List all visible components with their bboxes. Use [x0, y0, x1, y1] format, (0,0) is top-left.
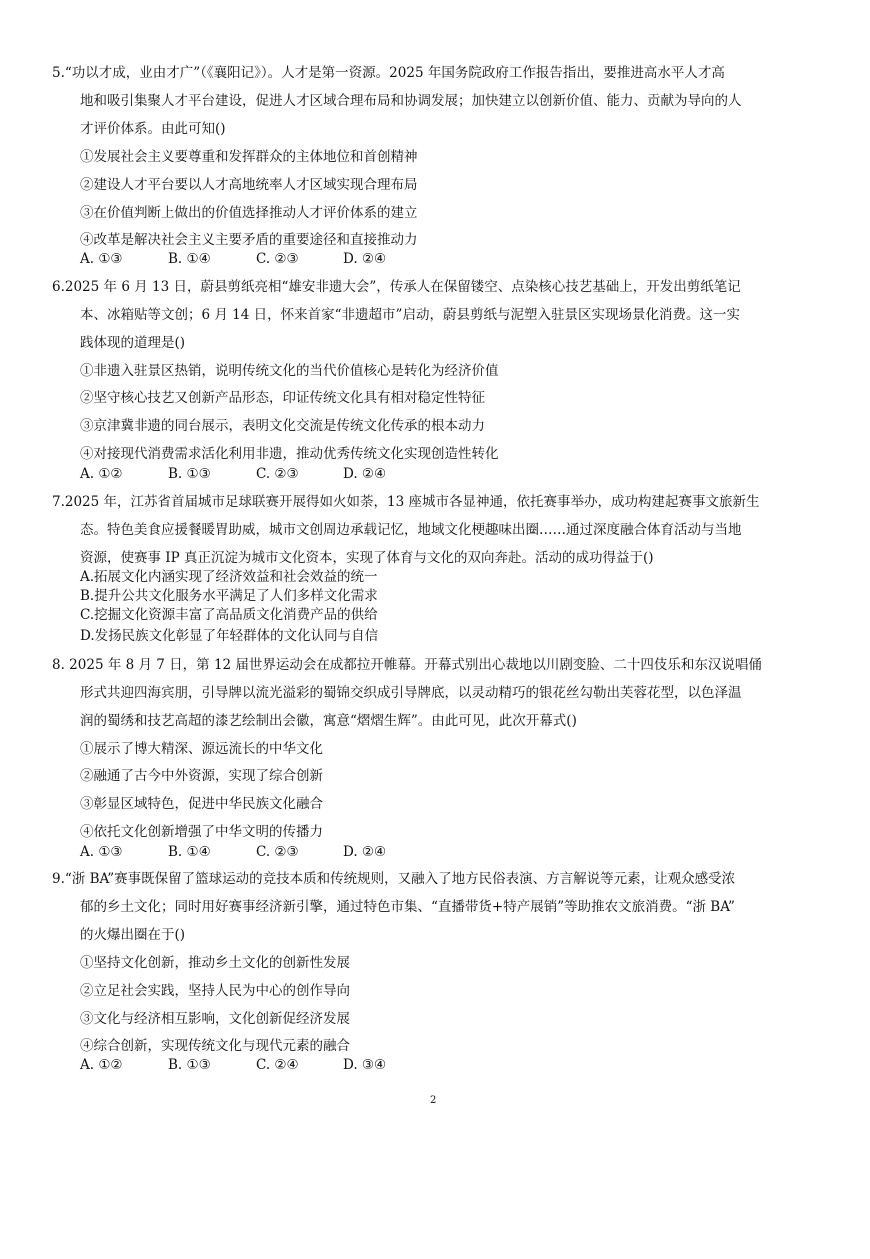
question-text-line: 践体现的道理是() — [80, 335, 186, 351]
statement: ③文化与经济相互影响，文化创新促经济发展 — [80, 1011, 350, 1027]
option: B. ①④ — [168, 844, 211, 860]
question-text-line: 本、冰箱贴等文创；6 月 14 日，怀来首家“非遗超市”启动，蔚县剪纸与泥塑入驻景区实现场景化消费。这一实 — [80, 307, 740, 323]
option: B. ①③ — [168, 1057, 211, 1073]
statement: ①非遗入驻景区热销，说明传统文化的当代价值核心是转化为经济价值 — [80, 363, 499, 379]
statement: ②融通了古今中外资源，实现了综合创新 — [80, 768, 323, 784]
statement: ④对接现代消费需求活化利用非遗，推动优秀传统文化实现创造性转化 — [80, 446, 499, 462]
statement: ②立足社会实践，坚持人民为中心的创作导向 — [80, 983, 350, 999]
question-text-line: 8. 2025 年 8 月 7 日，第 12 届世界运动会在成都拉开帷幕。开幕式别出心裁地以川剧变脸、二十四伎乐和东汉说唱俑 — [52, 657, 762, 673]
option: C. ②④ — [256, 1057, 299, 1073]
option: B. ①④ — [168, 251, 211, 267]
statement: ②坚守核心技艺又创新产品形态，印证传统文化具有相对稳定性特征 — [80, 390, 485, 406]
option: D. ②④ — [343, 844, 387, 860]
question-text-line: 5.“功以才成，业由才广”（《襄阳记》）。人才是第一资源。2025 年国务院政府工作报告指出，要推进高水平人才高 — [52, 65, 725, 81]
question-text-line: 9.“浙 BA”赛事既保留了篮球运动的竞技本质和传统规则，又融入了地方民俗表演、方言解说等元素，让观众感受浓 — [52, 871, 736, 887]
question-text-line: 郁的乡土文化；同时用好赛事经济新引擎，通过特色市集、“直播带货+特产展销”等助推农文旅消费。“浙 BA” — [80, 899, 735, 915]
option: D. ②④ — [343, 251, 387, 267]
question-text-line: 形式共迎四海宾朋，引导牌以流光溢彩的蜀锦交织成引导牌底，以灵动精巧的银花丝勾勒出芙蓉花型，以色泽温 — [80, 685, 742, 701]
choice: C.挖掘文化资源丰富了高品质文化消费产品的供给 — [80, 607, 378, 623]
statement: ③在价值判断上做出的价值选择推动人才评价体系的建立 — [80, 205, 418, 221]
option: D. ②④ — [343, 466, 387, 482]
question-text-line: 7.2025 年，江苏省首届城市足球联赛开展得如火如荼，13 座城市各显神通，依托赛事举办，成功构建起赛事文旅新生 — [52, 494, 760, 510]
option: A. ①③ — [80, 844, 123, 860]
option: C. ②③ — [256, 251, 299, 267]
statement: ④改革是解决社会主义主要矛盾的重要途径和直接推动力 — [80, 232, 418, 248]
question-text-line: 润的蜀绣和技艺高超的漆艺绘制出会徽，寓意“熠熠生辉”。由此可见，此次开幕式() — [80, 713, 577, 729]
option: A. ①③ — [80, 251, 123, 267]
page-number: 2 — [430, 1095, 437, 1106]
statement: ④依托文化创新增强了中华文明的传播力 — [80, 824, 323, 840]
choice: D.发扬民族文化彰显了年轻群体的文化认同与自信 — [80, 628, 379, 644]
option: C. ②③ — [256, 466, 299, 482]
choice: B.提升公共文化服务水平满足了人们多样文化需求 — [80, 588, 378, 604]
statement: ①发展社会主义要尊重和发挥群众的主体地位和首创精神 — [80, 149, 418, 165]
option: C. ②③ — [256, 844, 299, 860]
option: B. ①③ — [168, 466, 211, 482]
statement: ③京津冀非遗的同台展示，表明文化交流是传统文化传承的根本动力 — [80, 418, 485, 434]
question-text-line: 资源，使赛事 IP 真正沉淀为城市文化资本，实现了体育与文化的双向奔赴。活动的成功得益于() — [80, 550, 654, 566]
question-text-line: 态。特色美食应援餐暖胃助威，城市文创周边承载记忆，地域文化梗趣味出圈……通过深度融合体育活动与当地 — [80, 522, 742, 538]
statement: ②建设人才平台要以人才高地统率人才区域实现合理布局 — [80, 177, 418, 193]
statement: ①展示了博大精深、源远流长的中华文化 — [80, 741, 323, 757]
question-text-line: 才评价体系。由此可知() — [80, 121, 226, 137]
option: A. ①② — [80, 466, 123, 482]
option: D. ③④ — [343, 1057, 387, 1073]
statement: ③彰显区域特色，促进中华民族文化融合 — [80, 796, 323, 812]
option: A. ①② — [80, 1057, 123, 1073]
choice: A.拓展文化内涵实现了经济效益和社会效益的统一 — [80, 569, 378, 585]
statement: ①坚持文化创新，推动乡土文化的创新性发展 — [80, 955, 350, 971]
question-text-line: 地和吸引集聚人才平台建设，促进人才区域合理布局和协调发展；加快建立以创新价值、能力、贡献为导向的人 — [80, 93, 742, 109]
question-text-line: 的火爆出圈在于() — [80, 927, 186, 943]
statement: ④综合创新，实现传统文化与现代元素的融合 — [80, 1038, 350, 1054]
question-text-line: 6.2025 年 6 月 13 日，蔚县剪纸亮相“雄安非遗大会”，传承人在保留镂空、点染核心技艺基础上，开发出剪纸笔记 — [52, 279, 741, 295]
